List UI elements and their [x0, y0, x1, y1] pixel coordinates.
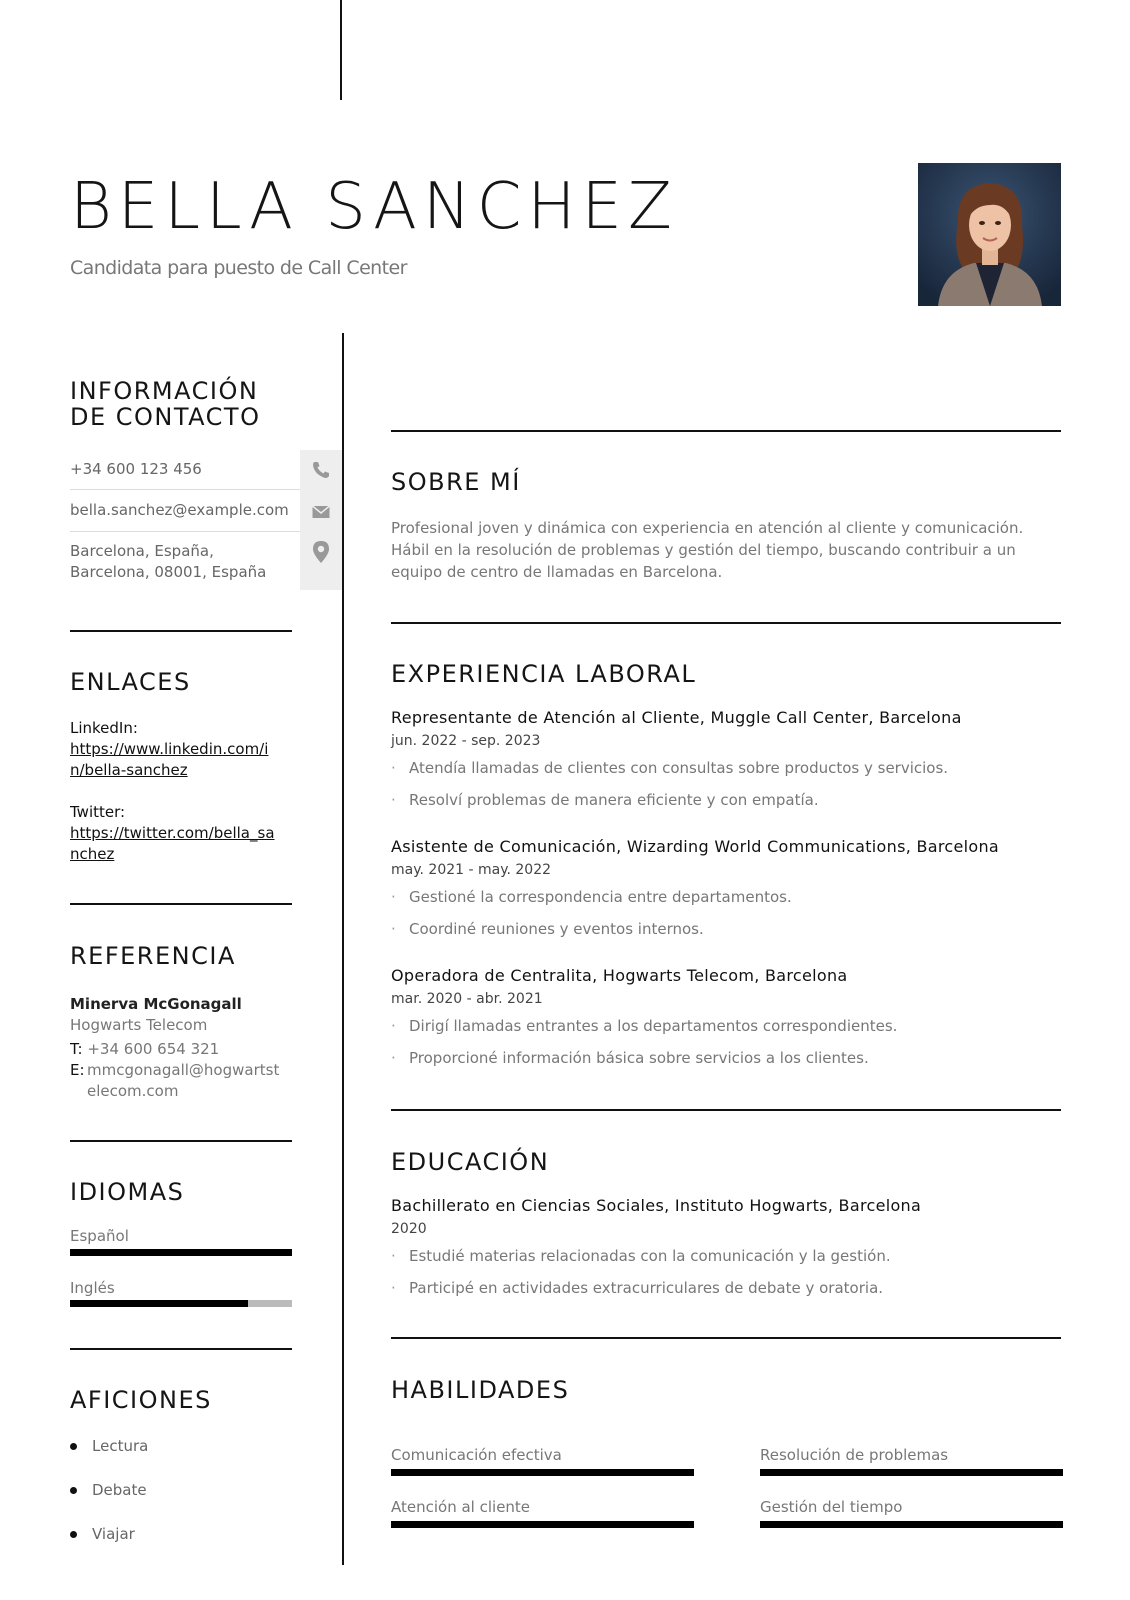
right-section-divider — [391, 1337, 1061, 1339]
left-section-divider — [70, 1348, 292, 1350]
bullet-text: Estudié materias relacionadas con la comunicación y la gestión. — [409, 1247, 891, 1265]
bullet-mark: · — [391, 1049, 396, 1067]
skill-label: Resolución de problemas — [760, 1446, 949, 1464]
linkedin-link[interactable]: https://www.linkedin.com/in/bella-sanchez — [70, 740, 269, 779]
skill-label: Atención al cliente — [391, 1498, 531, 1516]
right-section-divider — [391, 622, 1061, 624]
education-section-title: EDUCACIÓN — [391, 1148, 550, 1176]
education-degree: Bachillerato en Ciencias Sociales, Instituto Hogwarts, Barcelona — [391, 1196, 922, 1215]
language-label-english: Inglés — [70, 1279, 115, 1297]
right-section-divider — [391, 1109, 1061, 1111]
candidate-subtitle: Candidata para puesto de Call Center — [70, 257, 407, 279]
job-date: mar. 2020 - abr. 2021 — [391, 991, 543, 1007]
location-pin-icon — [311, 540, 331, 564]
reference-email-label: E: — [70, 1061, 85, 1079]
job-bullet — [391, 920, 704, 938]
bullet-mark: · — [391, 1017, 396, 1035]
job-date: may. 2021 - may. 2022 — [391, 862, 552, 878]
links-section-title: ENLACES — [70, 668, 191, 696]
bullet-mark: · — [391, 759, 396, 777]
bullet-text: Gestioné la correspondencia entre departamentos. — [409, 888, 792, 906]
bullet-text: Dirigí llamadas entrantes a los departamentos correspondientes. — [409, 1017, 898, 1035]
hobby-label: Debate — [92, 1481, 147, 1499]
reference-email-row — [70, 1060, 292, 1102]
column-divider-line — [342, 333, 344, 1565]
top-divider-line — [340, 0, 342, 100]
job-title: Asistente de Comunicación, Wizarding World Communications, Barcelona — [391, 837, 1000, 856]
about-text: Profesional joven y dinámica con experiencia en atención al cliente y comunicación. Hábil en la resolución de problemas y gestión del tiempo, buscando contribuir a un equipo de centro de llamadas en Barcelona. — [391, 519, 1024, 581]
bullet-text: Proporcioné información básica sobre servicios a los clientes. — [409, 1049, 869, 1067]
linkedin-label: LinkedIn: — [70, 719, 138, 737]
bullet-text: Coordiné reuniones y eventos internos. — [409, 920, 704, 938]
hobby-item — [70, 1481, 147, 1499]
job-bullet — [391, 1017, 897, 1035]
contact-separator — [70, 489, 300, 490]
reference-section-title: REFERENCIA — [70, 942, 236, 970]
reference-name: Minerva McGonagall — [70, 995, 242, 1013]
address-line2: Barcelona, 08001, España — [70, 563, 267, 581]
twitter-label: Twitter: — [70, 803, 126, 821]
bullet-mark: · — [391, 1279, 396, 1297]
skill-bar — [760, 1469, 1063, 1476]
language-label-spanish: Español — [70, 1227, 129, 1245]
language-bar-fill — [70, 1300, 248, 1307]
twitter-link[interactable]: https://twitter.com/bella_sanchez — [70, 824, 275, 863]
links-block — [70, 718, 282, 865]
reference-phone-label: T: — [70, 1040, 83, 1058]
education-year: 2020 — [391, 1221, 427, 1237]
reference-company: Hogwarts Telecom — [70, 1016, 208, 1034]
skill-label: Comunicación efectiva — [391, 1446, 562, 1464]
about-section-title: SOBRE MÍ — [391, 468, 521, 496]
skills-section-title: HABILIDADES — [391, 1376, 570, 1404]
contact-title-line2: DE CONTACTO — [70, 403, 261, 431]
language-bar-fill — [70, 1249, 292, 1256]
bullet-text: Atendía llamadas de clientes con consultas sobre productos y servicios. — [409, 759, 949, 777]
bullet-mark: · — [391, 888, 396, 906]
bullet-dot — [70, 1531, 77, 1538]
hobbies-section-title: AFICIONES — [70, 1386, 212, 1414]
job-date: jun. 2022 - sep. 2023 — [391, 733, 541, 749]
phone-icon — [311, 460, 331, 480]
contact-title-line1: INFORMACIÓN — [70, 377, 259, 405]
language-bar-english — [70, 1300, 292, 1307]
job-bullet — [391, 1049, 869, 1067]
left-section-divider — [70, 1140, 292, 1142]
bullet-mark: · — [391, 920, 396, 938]
skill-label: Gestión del tiempo — [760, 1498, 903, 1516]
contact-section-title — [70, 378, 300, 430]
candidate-name: BELLA SANCHEZ — [70, 170, 678, 244]
contact-email[interactable]: bella.sanchez@example.com — [70, 501, 289, 519]
reference-block — [70, 994, 292, 1102]
bullet-text: Resolví problemas de manera eficiente y con empatía. — [409, 791, 819, 809]
hobby-label: Viajar — [92, 1525, 135, 1543]
left-section-divider — [70, 903, 292, 905]
contact-address — [70, 541, 300, 583]
reference-phone[interactable]: +34 600 654 321 — [87, 1040, 220, 1058]
job-title: Operadora de Centralita, Hogwarts Telecom, Barcelona — [391, 966, 848, 985]
reference-email[interactable]: mmcgonagall@hogwartstelecom.com — [87, 1061, 280, 1100]
contact-phone[interactable]: +34 600 123 456 — [70, 460, 202, 478]
job-title: Representante de Atención al Cliente, Muggle Call Center, Barcelona — [391, 708, 962, 727]
experience-section-title: EXPERIENCIA LABORAL — [391, 660, 697, 688]
bullet-text: Participé en actividades extracurriculares de debate y oratoria. — [409, 1279, 884, 1297]
contact-separator — [70, 531, 300, 532]
profile-photo — [918, 163, 1061, 306]
bullet-dot — [70, 1487, 77, 1494]
hobby-label: Lectura — [92, 1437, 149, 1455]
address-line1: Barcelona, España, — [70, 542, 214, 560]
language-bar-spanish — [70, 1249, 292, 1256]
skill-bar — [760, 1521, 1063, 1528]
education-bullet — [391, 1279, 883, 1297]
left-section-divider — [70, 630, 292, 632]
envelope-icon — [311, 502, 331, 522]
skill-bar — [391, 1469, 694, 1476]
education-bullet — [391, 1247, 891, 1265]
contact-icon-column — [300, 450, 342, 590]
languages-section-title: IDIOMAS — [70, 1178, 185, 1206]
skill-bar — [391, 1521, 694, 1528]
hobby-item — [70, 1525, 135, 1543]
hobby-item — [70, 1437, 148, 1455]
right-section-divider — [391, 430, 1061, 432]
reference-phone-row — [70, 1039, 292, 1060]
bullet-mark: · — [391, 791, 396, 809]
job-bullet — [391, 888, 792, 906]
job-bullet — [391, 759, 948, 777]
bullet-dot — [70, 1443, 77, 1450]
job-bullet — [391, 791, 819, 809]
bullet-mark: · — [391, 1247, 396, 1265]
